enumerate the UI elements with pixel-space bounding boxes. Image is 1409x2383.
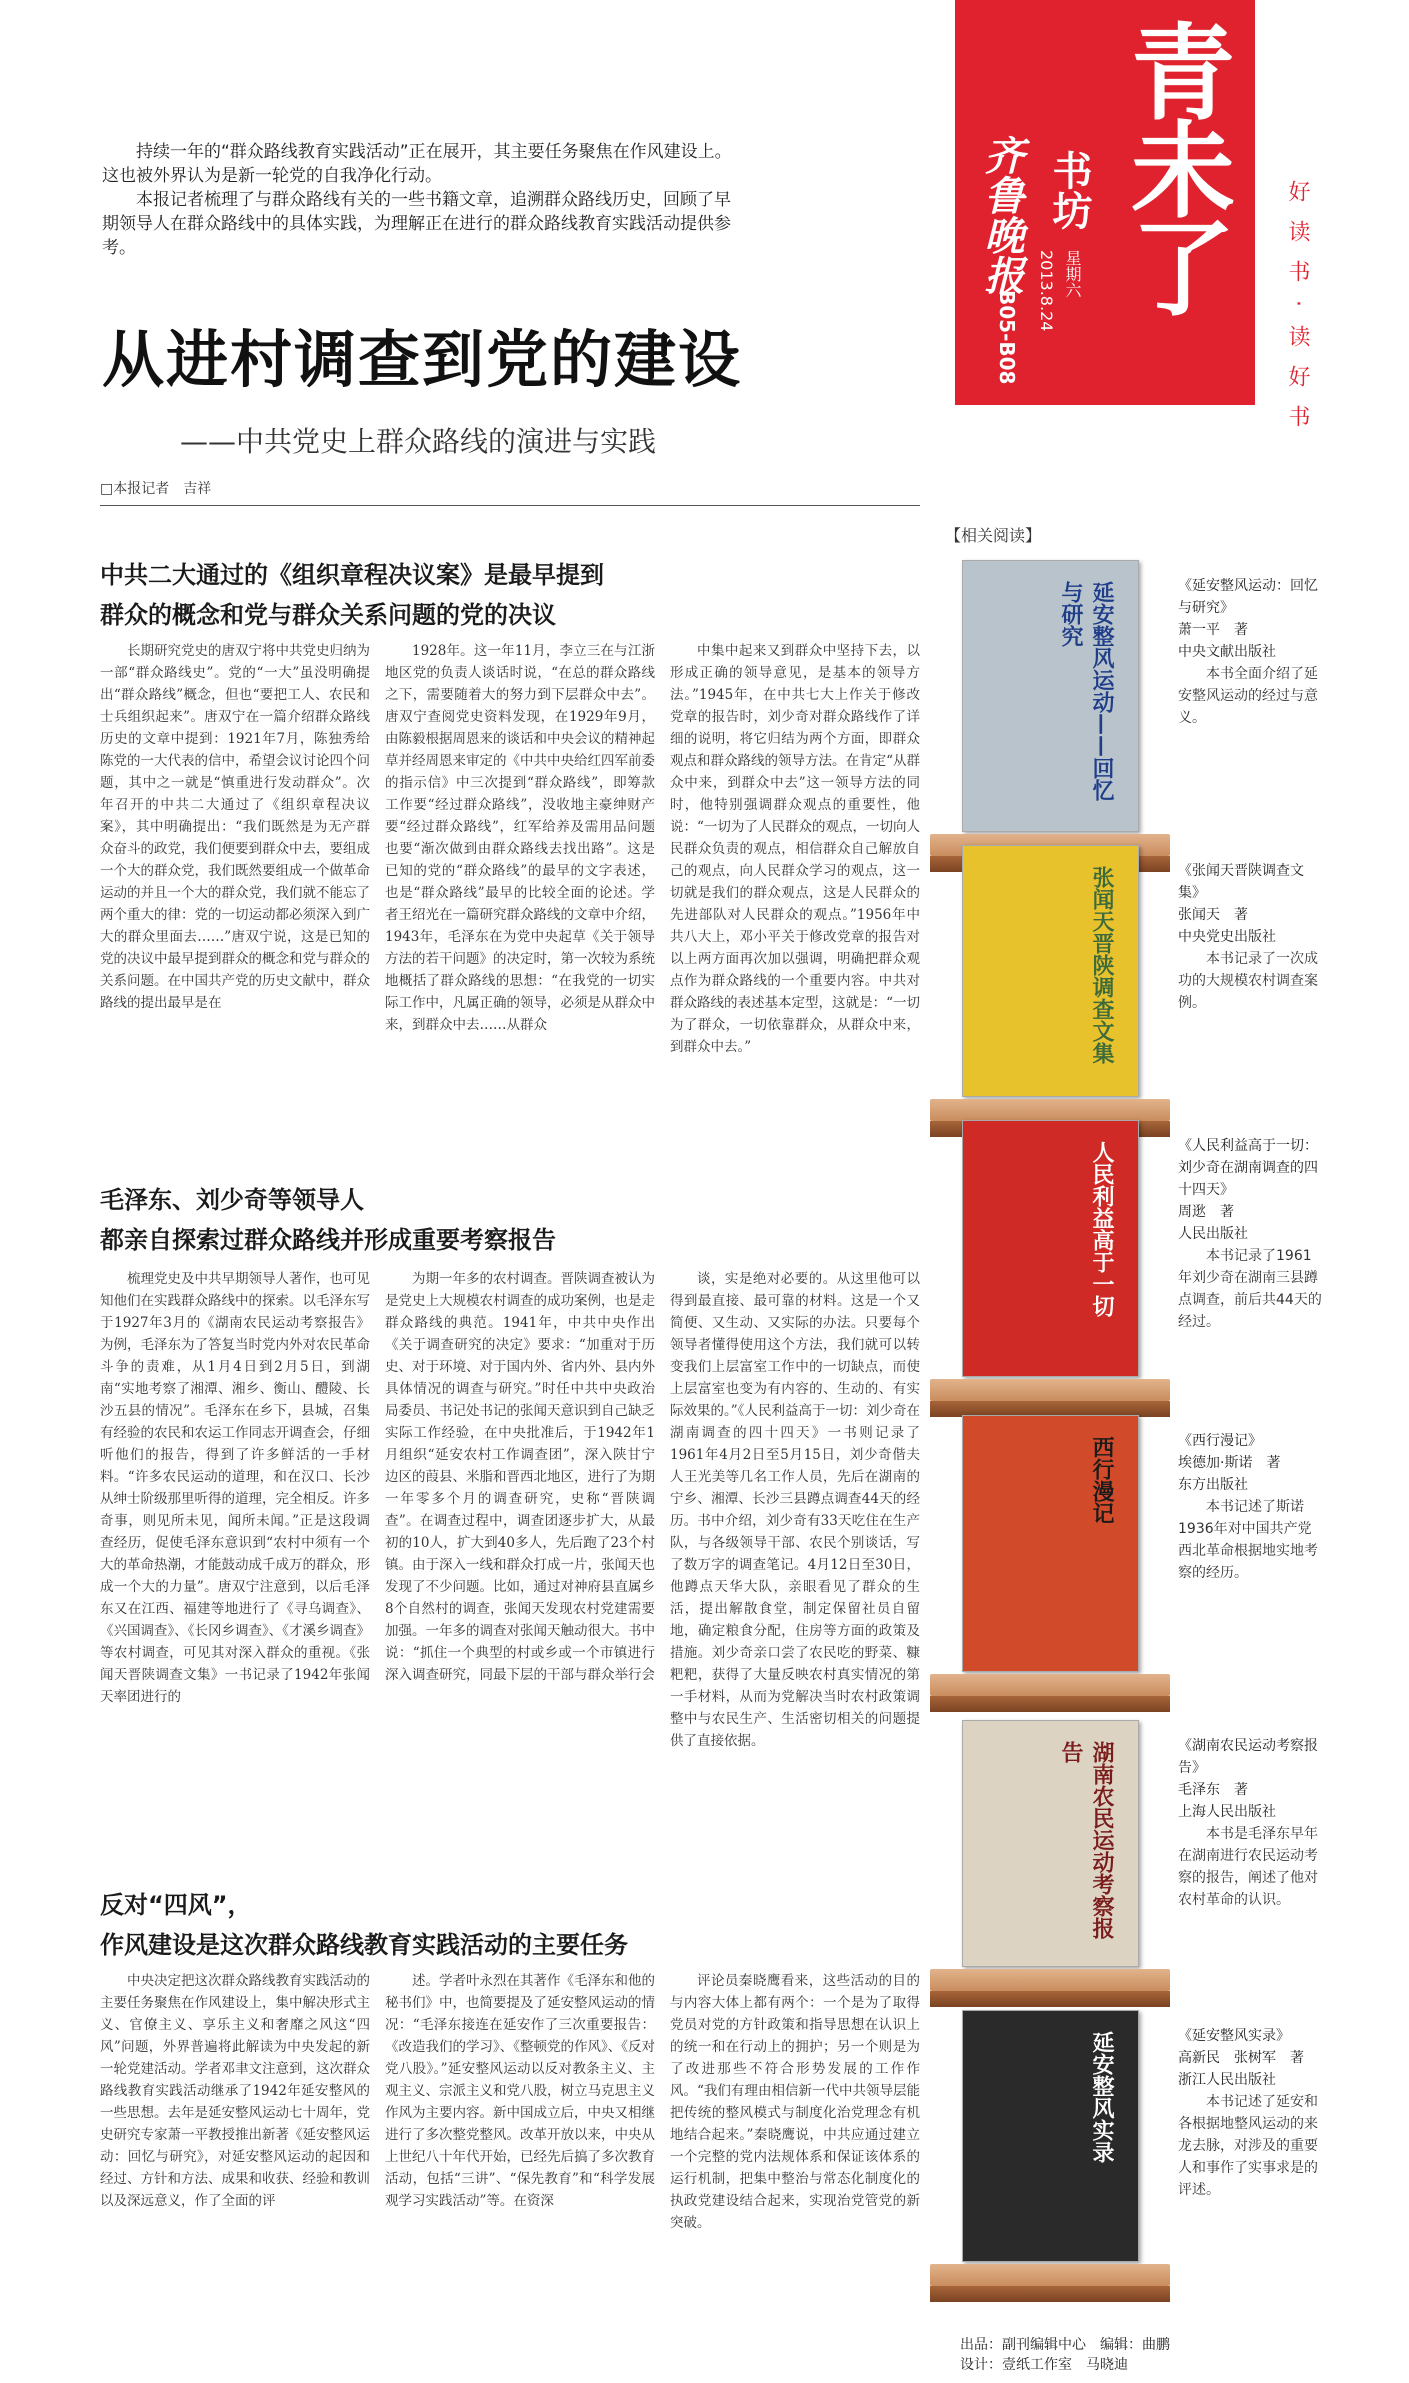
title-rule — [100, 505, 920, 506]
paragraph: 中集中起来又到群众中坚持下去，以形成正确的领导意见，是基本的领导方法。”1945年，在中共七大上作关于修改党章的报告时，刘少奇对群众路线作了详细的说明，将它归结为两个方面，即群众观点和群众路线的领导方法。在肯定“从群众中来，到群众中去”这一领导方法的同时，他特别强调群众观点的重要性，他说：“一切为了人民群众的观点，一切向人民群众负责的观点，相信群众自己解放自己的观点，向人民群众学习的观点，这一切就是我们的群众观点，这是人民群众的先进部队对人民群众的观点。”1956年中共八大上，邓小平关于修改党章的报告对以上两方面再次加以强调，明确把群众观点作为群众路线的一个重要内容。中共对群众路线的表述基本定型，这就是：“一切为了群众，一切依靠群众，从群众中来，到群众中去。” — [670, 643, 920, 1055]
book-info — [1178, 1135, 1323, 1333]
article-column — [670, 640, 920, 1120]
book-cover[interactable] — [962, 1120, 1139, 1377]
section-heading — [100, 555, 920, 635]
paper-name: 齐鲁晚报 — [978, 135, 1025, 295]
credits — [960, 2335, 1170, 2375]
book-author: 周逖 著 — [1178, 1204, 1234, 1220]
credits-line: 出品：副刊编辑中心 编辑：曲鹏 — [960, 2337, 1170, 2353]
book-title: 《张闻天晋陕调查文集》 — [1178, 863, 1304, 901]
heading-line: 中共二大通过的《组织章程决议案》是最早提到 — [100, 561, 604, 589]
paragraph: 1928年。这一年11月，李立三在与江浙地区党的负责人谈话时说，“在总的群众路线之下，需要随着大的努力到下层群众中去”。唐双宁查阅党史资料发现，在1929年9月，由陈毅根据周恩来的谈话和中央会议的精神起草并经周恩来审定的《中共中央给红四军前委的指示信》中三次提到“群众路线”，即筹款工作要“经过群众路线”，没收地主豪绅财产要“经过群众路线”，红军给养及需用品问题也要“渐次做到由群众路线去找出路”。这是已知的党的“群众路线”的最早的文字表述，也是“群众路线”最早的比较全面的论述。学者王绍光在一篇研究群众路线的文章中介绍，1943年，毛泽东在为党中央起草《关于领导方法的若干问题》的决定时，第一次较为系统地概括了群众路线的思想：“在我党的一切实际工作中，凡属正确的领导，必须是从群众中来，到群众中去……从群众 — [385, 643, 655, 1033]
article-subtitle: ——中共党史上群众路线的演进与实践 — [180, 425, 657, 458]
book-cover[interactable] — [962, 2010, 1139, 2262]
paragraph: 中央决定把这次群众路线教育实践活动的主要任务聚焦在作风建设上，集中解决形式主义、官僚主义、享乐主义和奢靡之风这“四风”问题，外界普遍将此解读为中央发起的新一轮党建活动。学者邓聿文注意到，这次群众路线教育实践活动继承了1942年延安整风的一些思想。去年是延安整风运动七十周年，党史研究专家萧一平教授推出新著《延安整风运动：回忆与研究》，对延安整风运动的起因和经过、方针和方法、成果和收获、经验和教训以及深远意义，作了全面的评 — [100, 1973, 370, 2209]
bookshelf — [930, 1099, 1170, 1121]
book-author: 毛泽东 著 — [1178, 1782, 1248, 1798]
article-column — [385, 640, 655, 1120]
slogan: 好读书·读好书 — [1285, 180, 1310, 445]
bookshelf — [930, 1969, 1170, 1991]
issue-date: 2013.8.24 — [1037, 250, 1056, 332]
book-cover-title: 湖南农民运动考察报告 — [1058, 1741, 1115, 1939]
book-description: 本书是毛泽东早年在湖南进行农民运动考察的报告，阐述了他对农村革命的认识。 — [1178, 1826, 1318, 1908]
book-publisher: 人民出版社 — [1178, 1226, 1248, 1242]
paragraph: 长期研究党史的唐双宁将中共党史归纳为一部“群众路线史”。党的“一大”虽没明确提出“群众路线”概念，但也“要把工人、农民和士兵组织起来”。唐双宁在一篇介绍群众路线历史的文章中提到：1921年7月，陈独秀给陈党的一大代表的信中，希望会议讨论四个问题，其中之一就是“慎重进行发动群众”。次年召开的中共二大通过了《组织章程决议案》，其中明确提出：“我们既然是为无产群众奋斗的政党，我们便要到群众中去，要组成一个大的群众党，我们既然要组成一个做革命运动的并且一个大的群众党，我们就不能忘了两个重大的律：党的一切运动都必须深入到广大的群众里面去……”唐双宁说，这是已知的党的决议中最早提到群众的概念和党与群众的关系问题。在中国共产党的历史文献中，群众路线的提出最早是在 — [100, 643, 370, 1011]
heading-line: 作风建设是这次群众路线教育实践活动的主要任务 — [100, 1931, 628, 1959]
book-info — [1178, 1430, 1323, 1584]
book-description: 本书全面介绍了延安整风运动的经过与意义。 — [1178, 666, 1318, 726]
paragraph: 谈，实是绝对必要的。从这里他可以得到最直接、最可靠的材料。这是一个又简便、又生动、又实际的办法。只要每个领导者懂得使用这个方法，我们就可以转变我们上层富室工作中的一切缺点，而使上层富室也变为有内容的、生动的、有实际效果的。”《人民利益高于一切：刘少奇在湖南调查的四十四天》一书则记录了1961年4月2日至5月15日，刘少奇偕夫人王光美等几名工作人员，先后在湖南的宁乡、湘潭、长沙三县蹲点调查44天的经历。书中介绍，刘少奇有33天吃住在生产队，与各级领导干部、农民个别谈话，写了数万字的调查笔记。4月12日至30日，他蹲点天华大队，亲眼看见了群众的生活，提出解散食堂，制定保留社员自留地，确定粮食分配，住房等方面的政策及措施。刘少奇亲口尝了农民吃的野菜、糠粑粑，获得了大量反映农村真实情况的第一手材料，从而为党解决当时农村政策调整中与农民生产、生活密切相关的问题提供了直接依据。 — [670, 1271, 920, 1749]
bookshelf-edge — [930, 1991, 1170, 2007]
heading-line: 群众的概念和党与群众关系问题的党的决议 — [100, 601, 556, 629]
book-title: 《湖南农民运动考察报告》 — [1178, 1738, 1318, 1776]
bookshelf-edge — [930, 2286, 1170, 2302]
article-column — [670, 1268, 920, 1848]
book-info — [1178, 860, 1323, 1014]
heading-line: 反对“四风”， — [100, 1891, 252, 1919]
book-author: 萧一平 著 — [1178, 622, 1248, 638]
bookshelf — [930, 1674, 1170, 1696]
intro-paragraph: 持续一年的“群众路线教育实践活动”正在展开，其主要任务聚焦在作风建设上。这也被外界认为是新一轮党的自我净化行动。 — [102, 142, 732, 186]
article-title: 从进村调查到党的建设 — [102, 323, 743, 396]
bookshelf — [930, 1379, 1170, 1401]
article-column — [100, 1970, 370, 2300]
paragraph: 评论员秦晓鹰看来，这些活动的目的与内容大体上都有两个：一个是为了取得党员对党的方针政策和指导思想在认识上的统一和在行动上的拥护；另一个则是为了改进那些不符合形势发展的工作作风。“我们有理由相信新一代中共领导层能把传统的整风模式与制度化治党理念有机地结合起来。”秦晓鹰说，中共应通过建立一个完整的党内法规体系和保证该体系的运行机制，把集中整治与常态化制度化的执政党建设结合起来，实现治党管党的新突破。 — [670, 1973, 920, 2231]
bookshelf — [930, 2264, 1170, 2286]
book-info — [1178, 2025, 1323, 2201]
book-cover-title: 延安整风运动——回忆与研究 — [1058, 581, 1115, 801]
book-cover[interactable] — [962, 1720, 1139, 1967]
intro — [102, 140, 742, 260]
brand-title: 青未了 — [1113, 18, 1235, 312]
book-description: 本书记述了延安和各根据地整风运动的来龙去脉，对涉及的重要人和事作了实事求是的评述。 — [1178, 2094, 1318, 2198]
book-cover-title: 延安整风实录 — [1089, 2031, 1115, 2163]
book-author: 埃德加·斯诺 著 — [1178, 1455, 1281, 1471]
article-column — [100, 640, 370, 1120]
book-info — [1178, 1735, 1323, 1911]
book-info — [1178, 575, 1323, 729]
book-description: 本书记录了一次成功的大规模农村调查案例。 — [1178, 951, 1318, 1011]
section-name: 书坊 — [1046, 150, 1092, 230]
article-column — [385, 1268, 655, 1848]
weekday: 星期六 — [1063, 250, 1082, 298]
heading-line: 毛泽东、刘少奇等领导人 — [100, 1186, 364, 1214]
intro-paragraph: 本报记者梳理了与群众路线有关的一些书籍文章，追溯群众路线历史，回顾了早期领导人在群众路线中的具体实践，为理解正在进行的群众路线教育实践活动提供参考。 — [102, 190, 731, 258]
book-author: 高新民 张树军 著 — [1178, 2050, 1304, 2066]
book-cover-title: 人民利益高于一切 — [1089, 1141, 1115, 1317]
book-title: 《延安整风运动：回忆与研究》 — [1178, 578, 1318, 616]
book-cover[interactable] — [962, 1415, 1139, 1672]
paragraph: 为期一年多的农村调查。晋陕调查被认为是党史上大规模农村调查的成功案例，也是走群众路线的典范。1941年，中共中央作出《关于调查研究的决定》要求：“加重对于历史、对于环境、对于国内外、省内外、县内外具体情况的调查与研究。”时任中共中央政治局委员、书记处书记的张闻天意识到自己缺乏实际工作经验，在中央批准后，于1942年1月组织“延安农村工作调查团”，深入陕甘宁边区的葭县、米脂和晋西北地区，进行了为期一年零多个月的调查研究，史称“晋陕调查”。在调查过程中，调查团逐步扩大，从最初的10人，扩大到40多人，先后跑了23个村镇。由于深入一线和群众打成一片，张闻天也发现了不少问题。比如，通过对神府县直属乡8个自然村的调查，张闻天发现农村党建需要加强。一年多的调查对张闻天触动很大。书中说：“抓住一个典型的村或乡或一个市镇进行深入调查研究，同最下层的干部与群众举行会 — [385, 1271, 655, 1683]
book-title: 《人民利益高于一切：刘少奇在湖南调查的四十四天》 — [1178, 1138, 1318, 1198]
masthead — [955, 0, 1255, 405]
bookshelf-edge — [930, 1696, 1170, 1712]
book-title: 《西行漫记》 — [1178, 1433, 1262, 1449]
book-publisher: 上海人民出版社 — [1178, 1804, 1276, 1820]
book-cover-title: 西行漫记 — [1089, 1436, 1115, 1524]
related-label: 【相关阅读】 — [945, 526, 1042, 545]
paragraph: 述。学者叶永烈在其著作《毛泽东和他的秘书们》中，也简要提及了延安整风运动的情况：“毛泽东接连在延安作了三次重要报告：《改造我们的学习》、《整顿党的作风》、《反对党八股》。”延安整风运动以反对教条主义、主观主义、宗派主义和党八股，树立马克思主义作风为主要内容。新中国成立后，中央又相继进行了多次整党整风。改革开放以来，中央从上世纪八十年代开始，已经先后搞了多次教育活动，包括“三讲”、“保先教育”和“科学发展观学习实践活动”等。在资深 — [385, 1973, 655, 2209]
article-column — [670, 1970, 920, 2300]
byline: □本报记者 吉祥 — [100, 481, 212, 497]
book-publisher: 浙江人民出版社 — [1178, 2072, 1276, 2088]
article-column — [385, 1970, 655, 2300]
book-publisher: 中央党史出版社 — [1178, 929, 1276, 945]
book-publisher: 东方出版社 — [1178, 1477, 1248, 1493]
section-heading — [100, 1885, 920, 1965]
book-cover-title: 张闻天晋陕调查文集 — [1089, 866, 1115, 1064]
book-publisher: 中央文献出版社 — [1178, 644, 1276, 660]
book-author: 张闻天 著 — [1178, 907, 1248, 923]
page-range: B05-B08 — [995, 290, 1019, 385]
article-column — [100, 1268, 370, 1848]
book-description: 本书记录了1961年刘少奇在湖南三县蹲点调查，前后共44天的经过。 — [1178, 1248, 1322, 1330]
book-title: 《延安整风实录》 — [1178, 2028, 1290, 2044]
book-cover[interactable] — [962, 560, 1139, 832]
book-description: 本书记述了斯诺1936年对中国共产党西北革命根据地实地考察的经历。 — [1178, 1499, 1318, 1581]
section-heading — [100, 1180, 920, 1260]
heading-line: 都亲自探索过群众路线并形成重要考察报告 — [100, 1226, 556, 1254]
paragraph: 梳理党史及中共早期领导人著作，也可见知他们在实践群众路线中的探索。以毛泽东写于1927年3月的《湖南农民运动考察报告》为例，毛泽东为了答复当时党内外对农民革命斗争的责难，从1月4日到2月5日，到湖南“实地考察了湘潭、湘乡、衡山、醴陵、长沙五县的情况”。毛泽东在乡下，县城，召集有经验的农民和农运工作同志开调查会，仔细听他们的报告，得到了许多鲜活的一手材料。“许多农民运动的道理，和在汉口、长沙从绅士阶级那里听得的道理，完全相反。许多奇事，则见所未见，闻所未闻。”正是这段调查经历，促使毛泽东意识到“农村中须有一个大的革命热潮，才能鼓动成千成万的群众，形成一个大的力量”。唐双宁注意到，以后毛泽东又在江西、福建等地进行了《寻乌调查》、《兴国调查》、《长冈乡调查》、《才溪乡调查》等农村调查，可见其对深入群众的重视。《张闻天晋陕调查文集》一书记录了1942年张闻天率团进行的 — [100, 1271, 370, 1705]
credits-line: 设计：壹纸工作室 马晓迪 — [960, 2357, 1128, 2373]
book-cover[interactable] — [962, 845, 1139, 1097]
